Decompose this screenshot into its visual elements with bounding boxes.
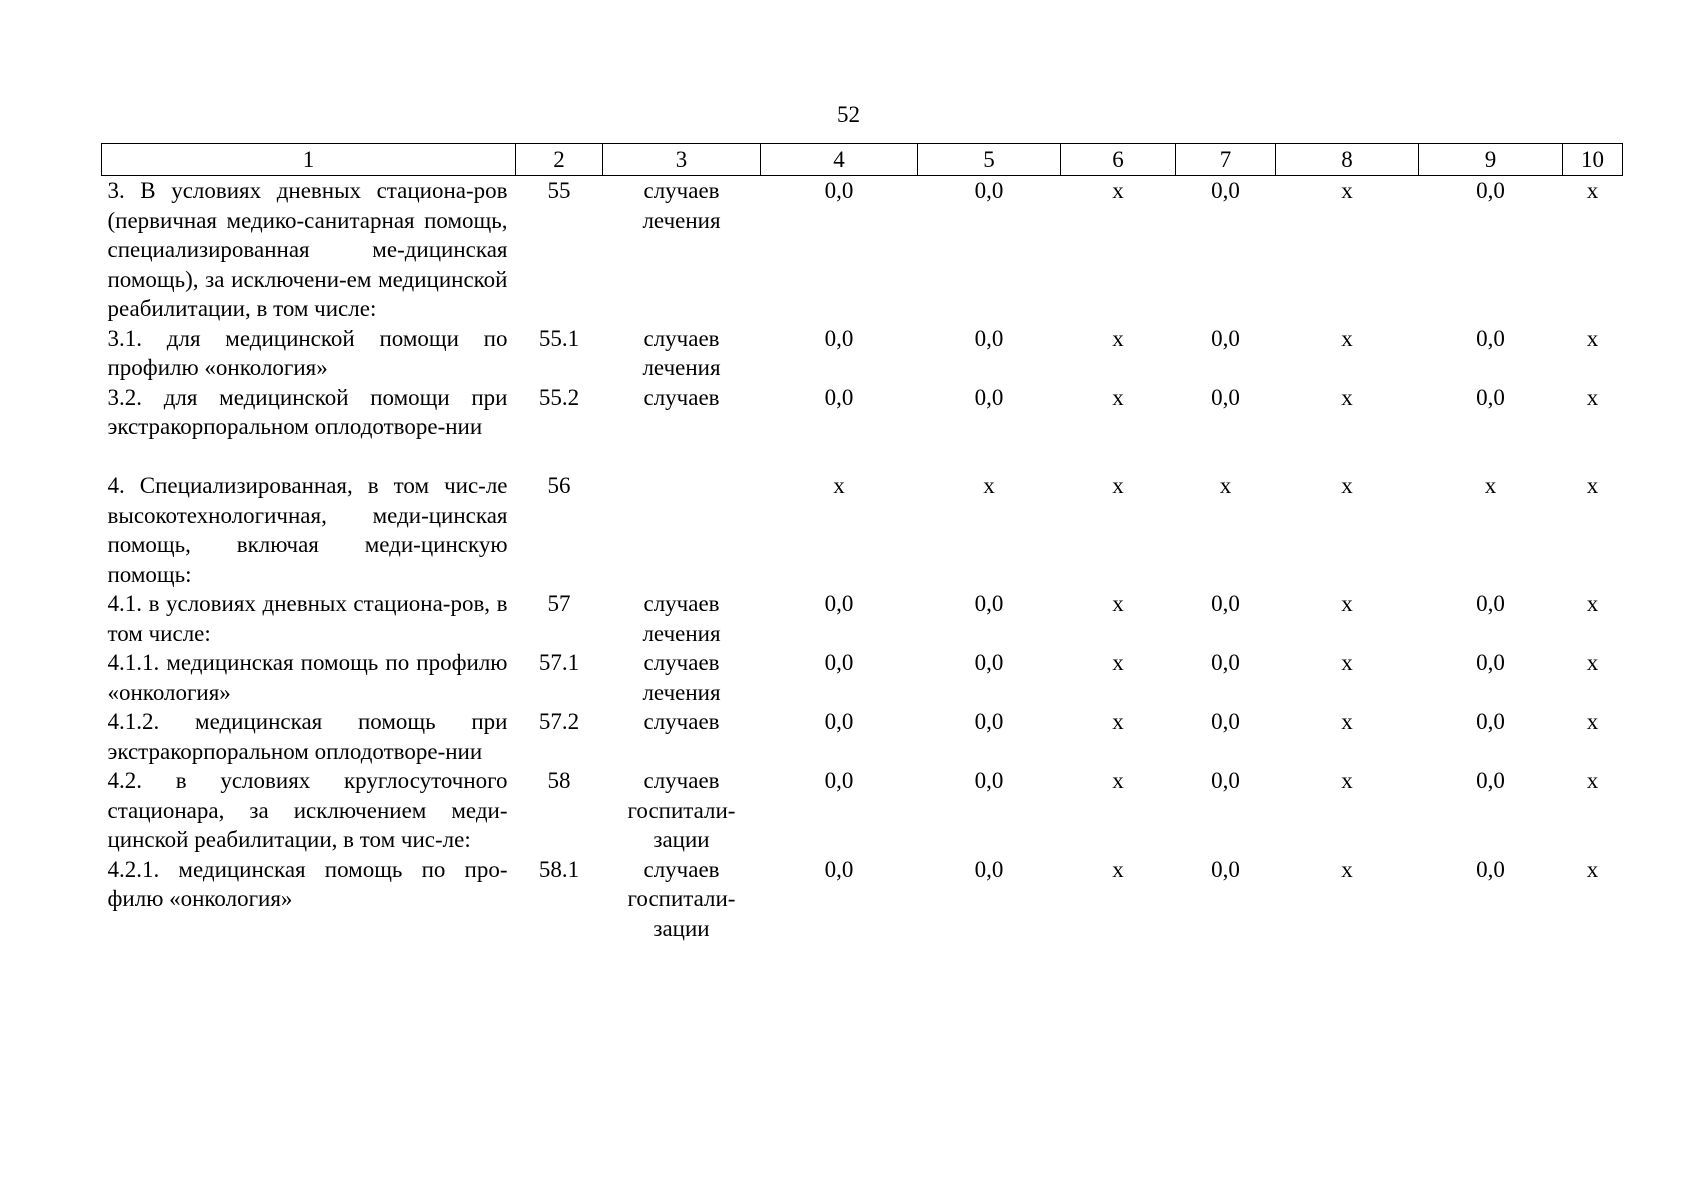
row-unit: случаев <box>643 384 720 410</box>
row-code: 56 <box>547 473 571 498</box>
row-label: 4.1.2. медицинская помощь при экстракорпоральном оплодотворе-нии <box>107 709 508 764</box>
table-row <box>102 648 1623 707</box>
row-value-7: 0,0 <box>1211 384 1240 410</box>
row-value-7: 0,0 <box>1211 709 1240 734</box>
row-value-5: 0,0 <box>974 709 1004 734</box>
row-value-8: x <box>1341 591 1353 616</box>
row-label: 4.2.1. медицинская помощь по про-филю «онкология» <box>107 856 508 911</box>
row-value-10: x <box>1586 325 1599 351</box>
row-value-7: 0,0 <box>1211 325 1240 351</box>
row-value-8: x <box>1341 650 1353 675</box>
row-value-9: 0,0 <box>1476 325 1505 351</box>
row-code: 55.1 <box>538 325 580 351</box>
row-value-4: 0,0 <box>824 856 854 882</box>
col-header-8: 8 <box>1276 144 1419 176</box>
row-value-10: x <box>1586 384 1599 410</box>
table-row <box>102 176 1623 324</box>
row-value-6: x <box>1112 709 1124 734</box>
row-value-9: 0,0 <box>1476 178 1505 203</box>
row-value-10: x <box>1586 473 1599 498</box>
row-code: 57 <box>547 591 571 616</box>
row-value-8: x <box>1341 709 1353 734</box>
row-value-7: 0,0 <box>1211 768 1240 793</box>
row-unit: случаев госпитали-зации <box>627 856 736 941</box>
row-value-4: 0,0 <box>824 591 854 616</box>
row-value-6: x <box>1112 473 1124 498</box>
row-unit <box>603 471 761 589</box>
row-unit: случаев <box>643 709 720 734</box>
row-value-8: x <box>1341 384 1353 410</box>
row-value-10: x <box>1586 178 1599 203</box>
row-label: 4.1. в условиях дневных стациона-ров, в том числе: <box>107 591 508 646</box>
row-value-8: x <box>1341 325 1353 351</box>
spacer-row <box>102 442 1623 472</box>
table-row <box>102 324 1623 383</box>
row-value-6: x <box>1112 856 1124 882</box>
col-header-6: 6 <box>1061 144 1176 176</box>
col-header-1: 1 <box>102 144 516 176</box>
col-header-4: 4 <box>761 144 918 176</box>
row-value-9: 0,0 <box>1476 709 1505 734</box>
row-value-10: x <box>1586 768 1599 793</box>
row-label: 3. В условиях дневных стациона-ров (первичная медико-санитарная помощь, специализированная ме-дицинская помощь), за исключени-ем медицинской реабилитации, в том числе: <box>107 178 508 321</box>
data-table <box>101 143 1623 943</box>
col-header-5: 5 <box>918 144 1061 176</box>
row-value-9: 0,0 <box>1476 768 1505 793</box>
row-value-6: x <box>1112 325 1124 351</box>
row-value-10: x <box>1586 650 1599 675</box>
header-row <box>102 144 1623 176</box>
row-value-6: x <box>1112 768 1124 793</box>
row-label: 3.1. для медицинской помощи по профилю «онкология» <box>107 325 508 380</box>
row-value-8: x <box>1341 768 1353 793</box>
row-value-5: x <box>983 473 995 498</box>
row-value-6: x <box>1112 384 1124 410</box>
row-value-6: x <box>1112 178 1124 203</box>
row-value-7: 0,0 <box>1211 178 1240 203</box>
row-code: 58.1 <box>538 856 580 882</box>
table-row <box>102 707 1623 766</box>
row-value-5: 0,0 <box>974 650 1004 675</box>
table-row <box>102 383 1623 442</box>
row-unit: случаев госпитали-зации <box>627 768 736 852</box>
row-value-6: x <box>1112 591 1124 616</box>
table-row <box>102 766 1623 855</box>
row-value-4: 0,0 <box>824 384 854 410</box>
row-value-6: x <box>1112 650 1124 675</box>
row-value-4: 0,0 <box>824 325 854 351</box>
row-value-4: x <box>833 473 845 498</box>
row-value-5: 0,0 <box>974 178 1004 203</box>
row-code: 58 <box>547 768 571 793</box>
row-value-9: 0,0 <box>1476 591 1505 616</box>
row-value-5: 0,0 <box>974 384 1004 410</box>
row-value-4: 0,0 <box>824 178 854 203</box>
col-header-9: 9 <box>1419 144 1563 176</box>
row-code: 55.2 <box>538 384 580 410</box>
row-value-4: 0,0 <box>824 709 854 734</box>
table-row <box>102 471 1623 589</box>
row-label: 3.2. для медицинской помощи при экстракорпоральном оплодотворе-нии <box>107 384 508 439</box>
row-unit: случаев лечения <box>642 178 721 233</box>
row-value-7: 0,0 <box>1211 650 1240 675</box>
row-unit: случаев лечения <box>642 325 721 380</box>
row-value-5: 0,0 <box>974 591 1004 616</box>
row-value-5: 0,0 <box>974 856 1004 882</box>
row-value-4: 0,0 <box>824 650 854 675</box>
row-value-10: x <box>1586 709 1599 734</box>
row-value-5: 0,0 <box>974 325 1004 351</box>
row-label: 4. Специализированная, в том чис-ле высокотехнологичная, меди-цинская помощь, включая меди-цинскую помощь: <box>107 473 508 587</box>
col-header-10: 10 <box>1563 144 1623 176</box>
row-value-5: 0,0 <box>974 768 1004 793</box>
col-header-3: 3 <box>603 144 761 176</box>
row-value-8: x <box>1341 473 1353 498</box>
page-number: 52 <box>837 102 860 127</box>
row-value-8: x <box>1341 178 1353 203</box>
row-value-10: x <box>1586 856 1599 882</box>
table-row <box>102 589 1623 648</box>
table-row <box>102 855 1623 944</box>
row-value-7: 0,0 <box>1211 856 1240 882</box>
row-code: 57.1 <box>538 650 580 675</box>
col-header-2: 2 <box>516 144 603 176</box>
row-unit: случаев лечения <box>642 591 721 646</box>
row-label: 4.1.1. медицинская помощь по профилю «онкология» <box>107 650 508 705</box>
row-code: 57.2 <box>538 709 580 734</box>
row-value-4: 0,0 <box>824 768 854 793</box>
row-value-10: x <box>1586 591 1599 616</box>
col-header-7: 7 <box>1176 144 1276 176</box>
row-unit: случаев лечения <box>642 650 721 705</box>
row-value-7: 0,0 <box>1211 591 1240 616</box>
row-code: 55 <box>547 178 571 203</box>
row-value-9: 0,0 <box>1476 650 1505 675</box>
row-value-9: x <box>1484 473 1497 498</box>
row-value-8: x <box>1341 856 1353 882</box>
row-value-9: 0,0 <box>1476 856 1505 882</box>
spacer-cell <box>102 442 1623 472</box>
row-value-7: x <box>1219 473 1232 498</box>
row-value-9: 0,0 <box>1476 384 1505 410</box>
row-label: 4.2. в условиях круглосуточного стационара, за исключением меди-цинской реабилитации, в том чис-ле: <box>107 768 508 852</box>
